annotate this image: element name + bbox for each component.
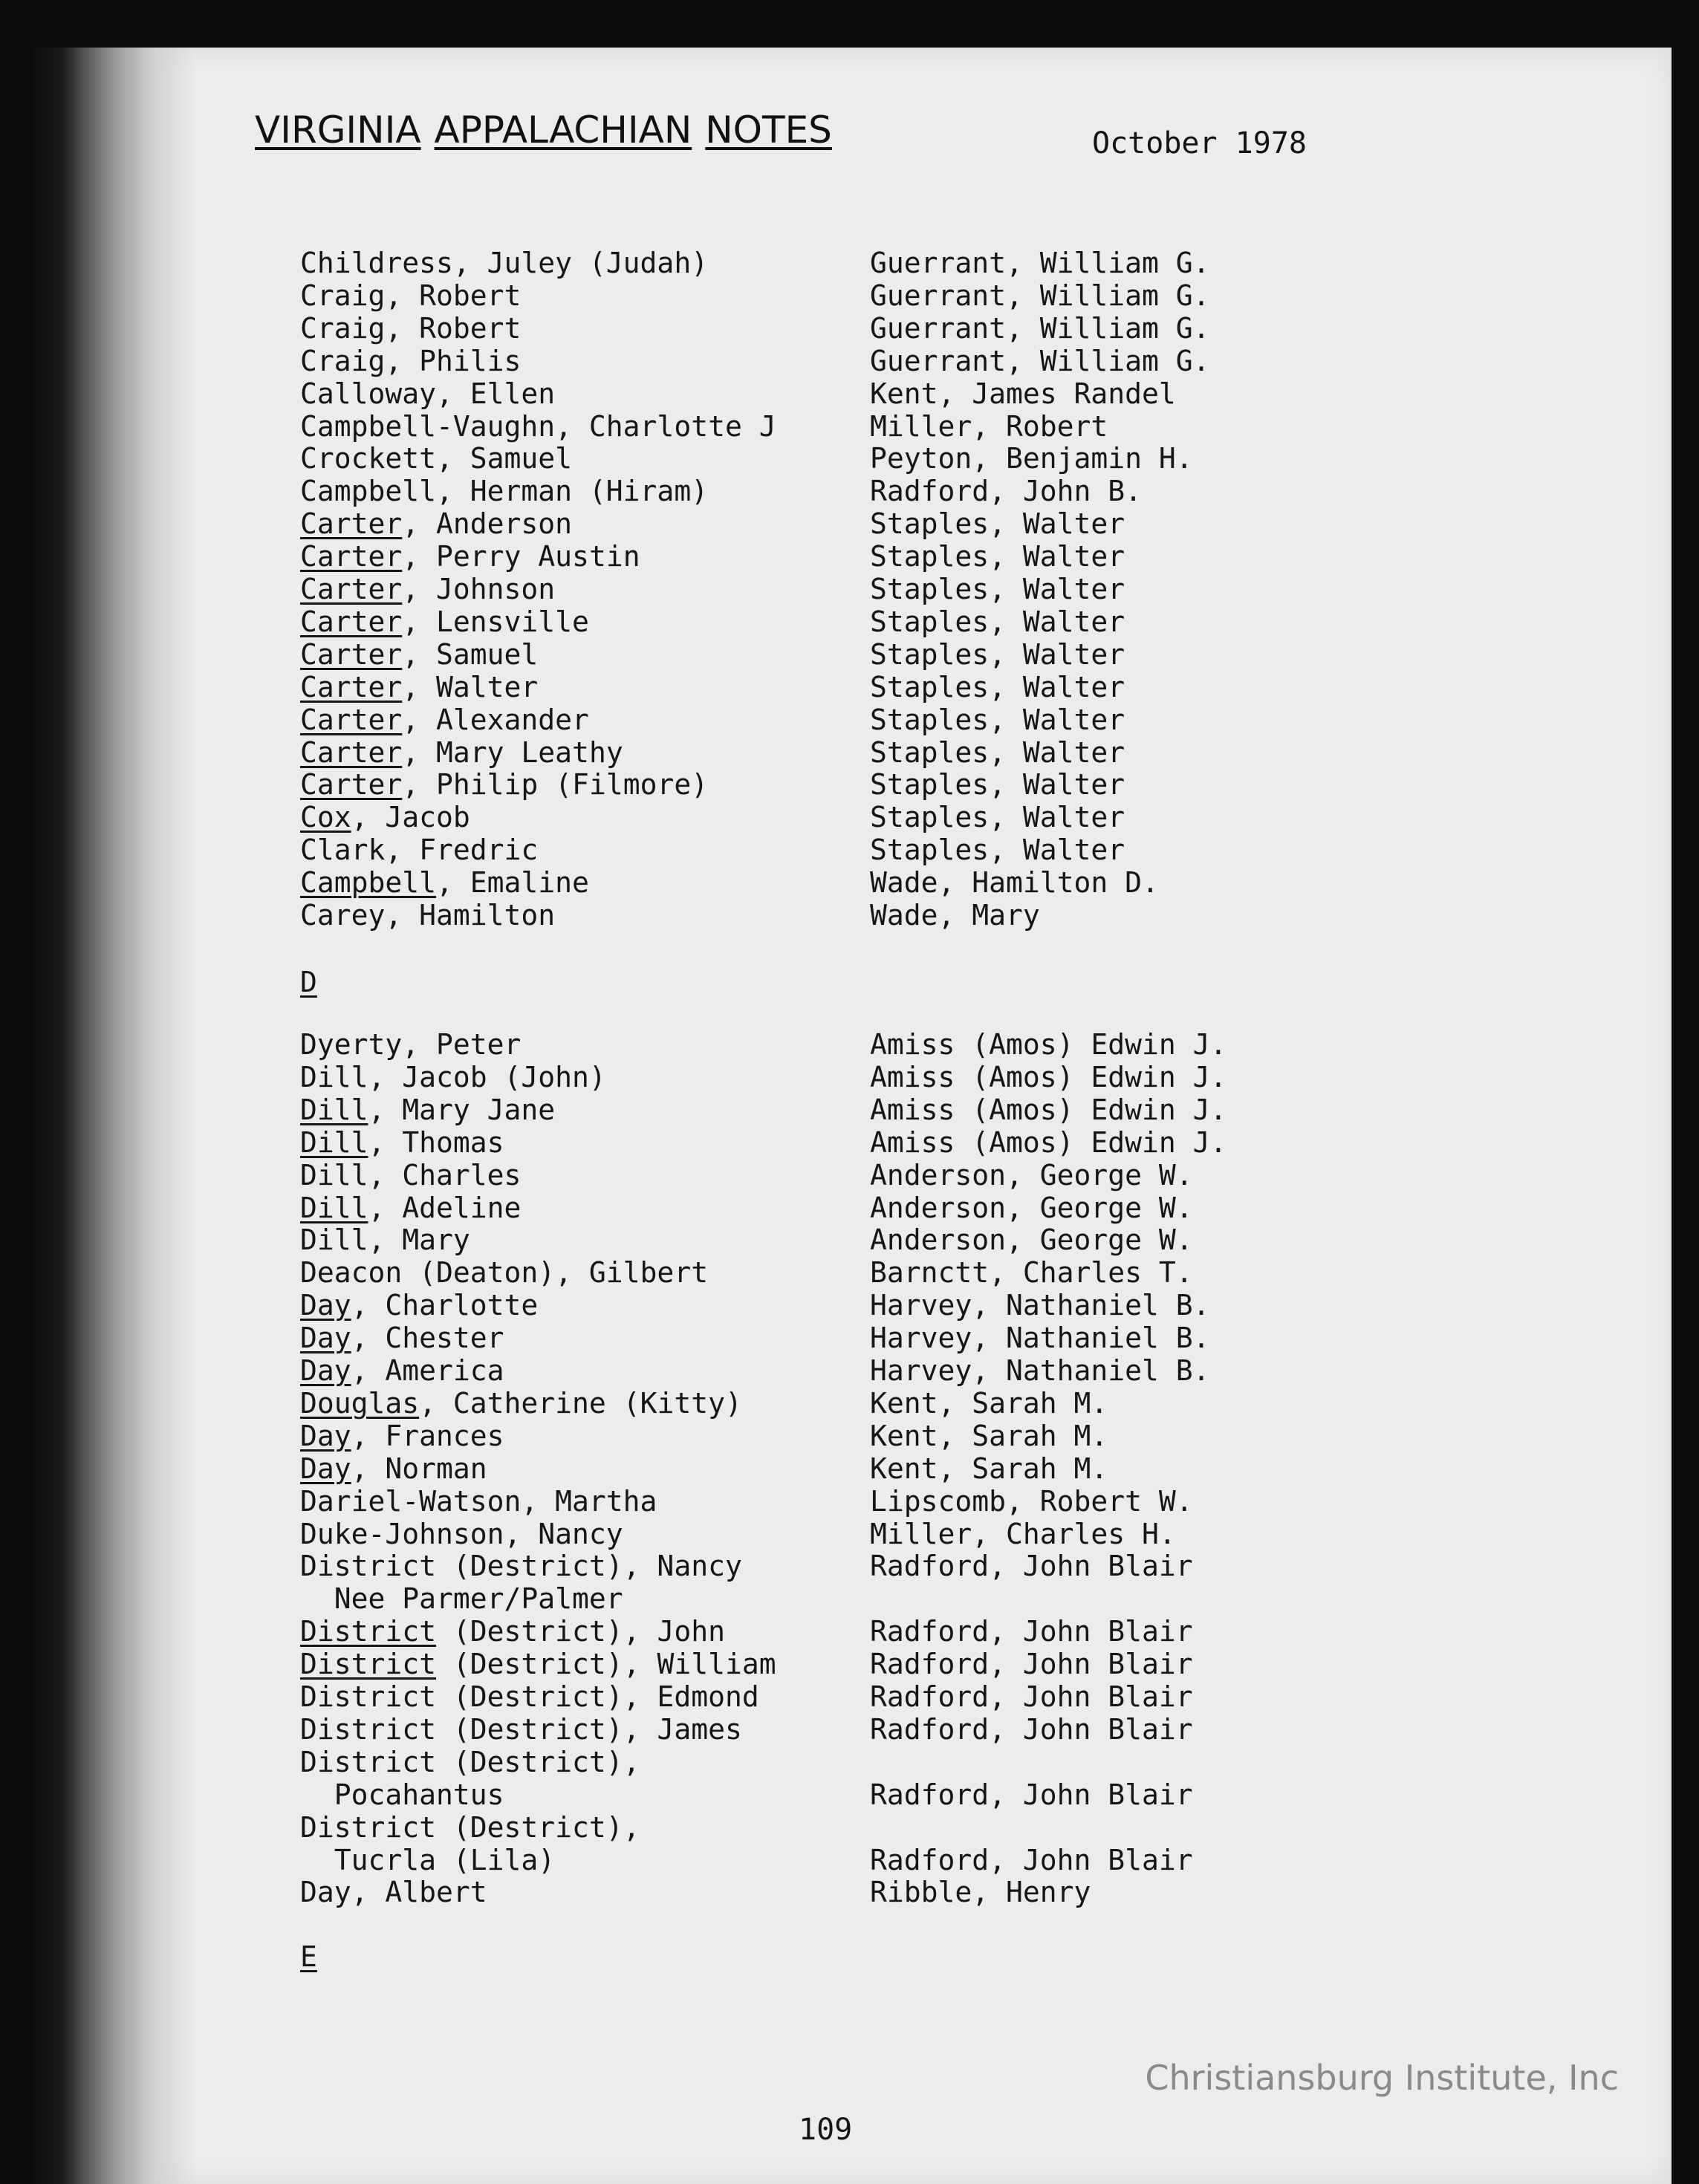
issue-date: October 1978: [1092, 126, 1307, 160]
list-row: [0, 1289, 1699, 1322]
name-rest: , Charlotte: [351, 1289, 539, 1322]
owner-name: Radford, John Blair: [870, 1712, 1193, 1746]
underlined-surname: District: [300, 1648, 437, 1681]
owner-name: Staples, Walter: [870, 670, 1125, 703]
title-word: APPALACHIAN: [434, 108, 692, 152]
underlined-surname: Cox: [300, 801, 351, 834]
owner-name: Radford, John B.: [870, 475, 1143, 508]
list-row: [0, 833, 1699, 866]
owner-name: Peyton, Benjamin H.: [870, 442, 1193, 475]
list-row: [0, 1256, 1699, 1289]
name-rest: Dill, Mary: [300, 1223, 470, 1257]
name-rest: (Destrict), William: [436, 1648, 776, 1681]
underlined-surname: Day: [300, 1419, 351, 1452]
person-name: [300, 1680, 759, 1713]
name-rest: District (Destrict), Edmond: [300, 1680, 759, 1713]
list-row: [0, 1746, 1699, 1778]
list-row: [0, 1223, 1699, 1256]
list-row: [0, 899, 1699, 932]
person-name: [300, 1322, 504, 1354]
list-row: [0, 1126, 1699, 1159]
person-name: [300, 1028, 521, 1061]
person-name: [300, 736, 623, 769]
person-name: [300, 833, 538, 866]
owner-name: Anderson, George W.: [870, 1158, 1193, 1192]
underlined-surname: Dill: [300, 1125, 368, 1159]
person-name: [300, 1582, 623, 1615]
person-name: [300, 866, 589, 899]
underlined-surname: Carter: [300, 768, 403, 802]
list-row: [0, 801, 1699, 833]
underlined-surname: Carter: [300, 507, 403, 541]
owner-name: Radford, John Blair: [870, 1843, 1193, 1876]
list-row: [0, 345, 1699, 377]
underlined-surname: Dill: [300, 1093, 368, 1126]
person-name: [300, 1420, 504, 1452]
name-rest: , Perry Austin: [402, 540, 640, 573]
list-row: [0, 1648, 1699, 1680]
section-letter: D: [300, 966, 317, 998]
person-name: [300, 1387, 742, 1420]
name-rest: , Catherine (Kitty): [419, 1386, 742, 1420]
underlined-surname: Campbell: [300, 866, 437, 900]
list-row: [0, 768, 1699, 801]
name-rest: , Adeline: [368, 1191, 522, 1224]
list-row: [0, 1387, 1699, 1420]
owner-name: Kent, Sarah M.: [870, 1419, 1108, 1452]
underlined-surname: Day: [300, 1322, 351, 1355]
person-name: [300, 671, 538, 703]
owner-name: Guerrant, William G.: [870, 344, 1210, 377]
name-rest: , Walter: [402, 670, 539, 703]
list-row: [0, 1061, 1699, 1093]
underlined-surname: Carter: [300, 540, 403, 573]
person-name: [300, 247, 708, 279]
name-rest: , Jacob: [351, 801, 470, 834]
owner-name: Radford, John Blair: [870, 1550, 1193, 1583]
owner-name: Radford, John Blair: [870, 1615, 1193, 1648]
person-name: [300, 345, 521, 377]
owner-name: Amiss (Amos) Edwin J.: [870, 1125, 1227, 1159]
name-rest: , Frances: [351, 1419, 504, 1452]
name-rest: Dill, Jacob (John): [300, 1060, 606, 1093]
person-name: [300, 801, 470, 833]
person-name: [300, 638, 538, 671]
person-name: [300, 279, 521, 312]
list-row: [0, 247, 1699, 279]
name-rest: (Destrict), John: [436, 1615, 725, 1648]
owner-name: Staples, Walter: [870, 735, 1125, 769]
name-rest: Clark, Fredric: [300, 833, 539, 867]
list-row: [0, 540, 1699, 573]
list-row: [0, 507, 1699, 540]
name-rest: , Samuel: [402, 637, 539, 671]
list-row: [0, 1518, 1699, 1550]
name-rest: , Thomas: [368, 1125, 504, 1159]
list-row: [0, 475, 1699, 507]
name-rest: , Mary Jane: [368, 1093, 556, 1126]
person-name: [300, 507, 572, 540]
underlined-surname: Carter: [300, 735, 403, 769]
person-name: [300, 540, 640, 573]
person-name: [300, 1615, 725, 1648]
name-rest: , Anderson: [402, 507, 573, 541]
list-row: [0, 1778, 1699, 1811]
person-name: [300, 768, 708, 801]
person-name: [300, 1876, 487, 1908]
name-rest: Deacon (Deaton), Gilbert: [300, 1256, 709, 1290]
name-rest: , Chester: [351, 1322, 504, 1355]
list-row: [0, 866, 1699, 899]
owner-name: Guerrant, William G.: [870, 247, 1210, 279]
owner-name: Staples, Walter: [870, 637, 1125, 671]
page-number: 109: [799, 2113, 853, 2147]
person-name: [300, 1354, 504, 1387]
title-word: VIRGINIA: [255, 108, 421, 152]
underlined-surname: Carter: [300, 605, 403, 638]
owner-name: Wade, Hamilton D.: [870, 866, 1159, 900]
list-row: [0, 1615, 1699, 1648]
person-name: [300, 1811, 640, 1844]
owner-name: Harvey, Nathaniel B.: [870, 1289, 1210, 1322]
name-rest: Dill, Charles: [300, 1158, 522, 1192]
owner-name: Radford, John Blair: [870, 1680, 1193, 1713]
owner-name: Amiss (Amos) Edwin J.: [870, 1060, 1227, 1093]
owner-name: Amiss (Amos) Edwin J.: [870, 1028, 1227, 1061]
owner-name: Kent, Sarah M.: [870, 1386, 1108, 1420]
list-row: [0, 1452, 1699, 1485]
person-name: [300, 1746, 640, 1778]
name-rest: Carey, Hamilton: [300, 899, 556, 932]
list-row: [0, 279, 1699, 312]
person-name: [300, 899, 555, 932]
person-name: [300, 1844, 555, 1876]
owner-name: Kent, James Randel: [870, 377, 1176, 410]
person-name: [300, 1192, 521, 1224]
name-rest: District (Destrict), Nancy: [300, 1550, 742, 1583]
underlined-surname: Day: [300, 1452, 351, 1485]
list-row: [0, 736, 1699, 769]
underlined-surname: Douglas: [300, 1386, 420, 1420]
name-rest: , Johnson: [402, 573, 556, 605]
list-row: [0, 638, 1699, 671]
owner-name: Miller, Charles H.: [870, 1517, 1176, 1550]
list-row: [0, 1811, 1699, 1844]
owner-name: Staples, Walter: [870, 507, 1125, 541]
person-name: [300, 703, 589, 736]
person-name: [300, 1289, 538, 1322]
person-name: [300, 1452, 487, 1485]
person-name: [300, 410, 776, 443]
person-name: [300, 312, 521, 345]
person-name: [300, 1713, 742, 1746]
person-name: [300, 1550, 742, 1582]
list-row: [0, 1582, 1699, 1615]
owner-name: Ribble, Henry: [870, 1876, 1091, 1909]
owner-name: Staples, Walter: [870, 573, 1125, 605]
list-row: [0, 573, 1699, 605]
underlined-surname: Carter: [300, 670, 403, 703]
owner-name: Harvey, Nathaniel B.: [870, 1322, 1210, 1355]
list-row: [0, 1420, 1699, 1452]
list-row: [0, 703, 1699, 736]
list-row: [0, 377, 1699, 410]
underlined-surname: Carter: [300, 703, 403, 736]
person-name: [300, 475, 708, 507]
name-rest: Pocahantus: [300, 1778, 504, 1811]
owner-name: Amiss (Amos) Edwin J.: [870, 1093, 1227, 1126]
owner-name: Harvey, Nathaniel B.: [870, 1354, 1210, 1387]
owner-name: Kent, Sarah M.: [870, 1452, 1108, 1485]
name-rest: Craig, Robert: [300, 311, 522, 345]
name-rest: Dyerty, Peter: [300, 1028, 522, 1061]
name-rest: Crockett, Samuel: [300, 442, 573, 475]
person-name: [300, 573, 555, 605]
person-name: [300, 442, 572, 475]
owner-name: Lipscomb, Robert W.: [870, 1484, 1193, 1518]
list-row: [0, 1028, 1699, 1061]
name-rest: Nee Parmer/Palmer: [300, 1582, 623, 1616]
owner-name: Staples, Walter: [870, 703, 1125, 736]
name-rest: , Philip (Filmore): [402, 768, 709, 802]
owner-name: Staples, Walter: [870, 605, 1125, 638]
owner-name: Anderson, George W.: [870, 1223, 1193, 1257]
name-rest: Calloway, Ellen: [300, 377, 556, 410]
person-name: [300, 1485, 657, 1518]
name-rest: Dariel-Watson, Martha: [300, 1484, 657, 1518]
owner-name: Staples, Walter: [870, 801, 1125, 834]
watermark: Christiansburg Institute, Inc: [1145, 2058, 1619, 2098]
list-row: [0, 1550, 1699, 1582]
owner-name: Guerrant, William G.: [870, 311, 1210, 345]
list-row: [0, 1322, 1699, 1354]
name-rest: District (Destrict),: [300, 1810, 640, 1844]
name-rest: Craig, Robert: [300, 279, 522, 312]
name-rest: Duke-Johnson, Nancy: [300, 1517, 623, 1550]
owner-name: Radford, John Blair: [870, 1778, 1193, 1811]
owner-name: Radford, John Blair: [870, 1648, 1193, 1681]
list-row: [0, 1093, 1699, 1126]
list-row: [0, 1680, 1699, 1713]
owner-name: Staples, Walter: [870, 768, 1125, 802]
owner-name: Staples, Walter: [870, 540, 1125, 573]
name-rest: District (Destrict),: [300, 1745, 640, 1778]
name-rest: Craig, Philis: [300, 344, 522, 377]
underlined-surname: Day: [300, 1354, 351, 1387]
name-rest: , Lensville: [402, 605, 589, 638]
list-row: [0, 1354, 1699, 1387]
underlined-surname: Dill: [300, 1191, 368, 1224]
list-row: [0, 1192, 1699, 1224]
name-rest: Childress, Juley (Judah): [300, 247, 709, 279]
section-letter: E: [300, 1940, 317, 1973]
owner-name: Guerrant, William G.: [870, 279, 1210, 312]
list-row: [0, 410, 1699, 443]
name-rest: Campbell, Herman (Hiram): [300, 475, 709, 508]
list-row: [0, 1844, 1699, 1876]
person-name: [300, 1061, 606, 1093]
list-row: [0, 1876, 1699, 1908]
list-row: [0, 1159, 1699, 1192]
list-row: [0, 605, 1699, 638]
name-rest: Day, Albert: [300, 1876, 487, 1909]
owner-name: Wade, Mary: [870, 899, 1040, 932]
name-rest: , America: [351, 1354, 504, 1387]
person-name: [300, 377, 555, 410]
owner-name: Anderson, George W.: [870, 1191, 1193, 1224]
name-rest: Tucrla (Lila): [300, 1843, 556, 1876]
name-rest: , Norman: [351, 1452, 487, 1485]
list-row: [0, 671, 1699, 703]
underlined-surname: Carter: [300, 573, 403, 605]
owner-name: Barnctt, Charles T.: [870, 1256, 1193, 1290]
underlined-surname: Day: [300, 1289, 351, 1322]
owner-name: Miller, Robert: [870, 409, 1108, 443]
name-rest: , Emaline: [436, 866, 589, 900]
title-word: NOTES: [705, 108, 832, 152]
person-name: [300, 1223, 470, 1256]
name-rest: Campbell-Vaughn, Charlotte J: [300, 409, 776, 443]
underlined-surname: Carter: [300, 637, 403, 671]
person-name: [300, 1093, 555, 1126]
list-row: [0, 1713, 1699, 1746]
list-row: [0, 1485, 1699, 1518]
person-name: [300, 1126, 504, 1159]
underlined-surname: District: [300, 1615, 437, 1648]
name-rest: District (Destrict), James: [300, 1712, 742, 1746]
list-row: [0, 312, 1699, 345]
person-name: [300, 1648, 776, 1680]
list-row: [0, 442, 1699, 475]
person-name: [300, 1518, 623, 1550]
name-rest: , Mary Leathy: [402, 735, 623, 769]
owner-name: Staples, Walter: [870, 833, 1125, 867]
person-name: [300, 1256, 708, 1289]
person-name: [300, 1159, 521, 1192]
person-name: [300, 1778, 504, 1811]
person-name: [300, 605, 589, 638]
name-rest: , Alexander: [402, 703, 589, 736]
